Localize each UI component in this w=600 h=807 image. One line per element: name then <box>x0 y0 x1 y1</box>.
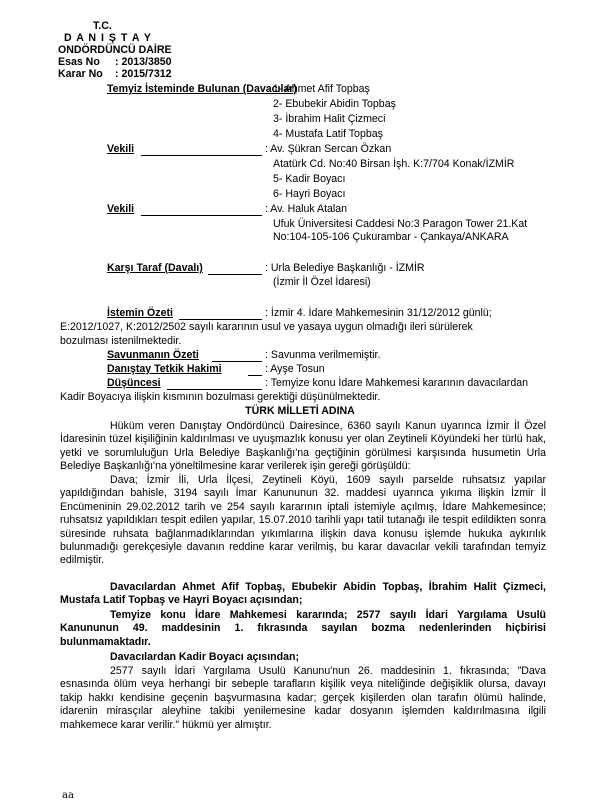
appellant-label: Temyiz İsteminde Bulunan (Davacılar) <box>107 83 297 95</box>
body-paragraph-1: Hüküm veren Danıştay Ondördüncü Dairesince, 6360 sayılı Kanun uyarınca İzmir İl Özel İdaresinin tüzel kişiliğinin kaldırılması ve uyuşmazlık konusu yer olan Zeytineli Köyündeki her türlü hak, yetki ve sorumluluğun Urla Belediye Başkanlığı'na geçtiğinin görülmesi karşısında husumetin Urla Belediye Başkanlığı'na yöneltilmesine karar verilerek işin gereği görüşüldü: <box>60 420 546 473</box>
opinion-line-1: : Temyize konu İdare Mahkemesi kararının davacılardan <box>265 377 529 389</box>
decision-title: TÜRK MİLLETİ ADINA <box>245 405 355 417</box>
defense-label: Savunmanın Özeti <box>107 349 199 361</box>
opinion-rule <box>167 389 262 390</box>
summary-line-3: bozulması istenilmektedir. <box>60 335 182 347</box>
appellant-5: 5- Kadir Boyacı <box>273 173 346 185</box>
counsel1-label: Vekili <box>107 143 135 155</box>
opinion-label: Düşüncesi <box>107 377 161 389</box>
appellant-6: 6- Hayri Boyacı <box>273 188 346 200</box>
counsel2-label: Vekili <box>107 203 135 215</box>
counsel1-rule <box>141 155 262 156</box>
summary-line-2: E:2012/1027, K:2012/2502 sayılı kararının usul ve yasaya uygun olmadığı ileri sürülerek <box>60 321 473 333</box>
judge-rule <box>248 375 262 376</box>
summary-label: İstemin Özeti <box>107 307 173 319</box>
karar-value: : 2015/7312 <box>115 68 172 80</box>
karar-label: Karar No <box>58 68 103 80</box>
summary-line-1: : İzmir 4. İdare Mahkemesinin 31/12/2012 günlü; <box>265 307 492 319</box>
body-paragraph-5: Davacılardan Kadir Boyacı açısından; <box>110 651 299 663</box>
appellant-1: : 1- Ahmet Afif Topbaş <box>267 83 370 95</box>
court-name: D A N I Ş T A Y <box>64 32 152 44</box>
body-paragraph-3: Davacılardan Ahmet Afif Topbaş, Ebubekir Abidin Topbaş, İbrahim Halit Çizmeci, Mustafa Latif Topbaş ve Hayri Boyacı açısından; <box>60 581 546 607</box>
respondent-label: Karşı Taraf (Davalı) <box>107 262 203 274</box>
footer-initials: aa <box>62 790 74 801</box>
judge-label: Danıştay Tetkik Hakimi <box>107 363 222 375</box>
body-paragraph-6: 2577 sayılı İdari Yargılama Usulü Kanunu'nun 26. maddesinin 1. fıkrasında; "Dava esnasında ölüm veya herhangi bir sebeple tarafların kişilik veya niteliğinde değişiklik olursa, davayı takip hakkı kendisine geçenin başvurmasına kadar; gerçek kişilerden olan tarafın ölümü halinde, idarenin mirasçılar aleyhine takibi yenilemesine kadar dosyanın işlemden kaldırılmasına ilgili mahkemece karar verilir." hükmü yer almıştır. <box>60 665 546 731</box>
respondent-rule <box>208 274 262 275</box>
respondent-name: : Urla Belediye Başkanlığı - İZMİR <box>265 262 425 274</box>
chamber-name: ONDÖRDÜNCÜ DAİRE <box>58 44 172 56</box>
body-paragraph-4: Temyize konu İdare Mahkemesi kararında; 2577 sayılı İdari Yargılama Usulü Kanununun 49. maddesinin 1. fıkrasında sayılan bozma nedenlerinden hiçbirisi bulunmamaktadır. <box>60 609 546 648</box>
defense-text: : Savunma verilmemiştir. <box>265 349 381 361</box>
appellant-4: 4- Mustafa Latif Topbaş <box>273 128 383 140</box>
tc-heading: T.C. <box>93 20 112 32</box>
counsel1-name: : Av. Şükran Sercan Özkan <box>265 143 392 155</box>
appellant-2: 2- Ebubekir Abidin Topbaş <box>273 98 396 110</box>
defense-rule <box>212 361 262 362</box>
esas-value: : 2013/3850 <box>115 56 172 68</box>
body-paragraph-2: Dava; İzmir İli, Urla İlçesi, Zeytineli Köyü, 1609 sayılı parselde ruhsatsız yapılar yapıldığından bahisle, 3194 sayılı İmar Kanununun 32. maddesi uyarınca yıkıma ilişkin İzmir İl Encümeninin 29.02.2012 tarih ve 254 sayılı kararının iptali istemiyle açılmış, İdare Mahkemesince; ruhsatsız yapıldıkları tespit edilen yapılar, 15.07.2010 tarihli yapı tatil tutanağı ile tespit edildikten sonra süresinde ruhsata bağlanmadıklarından yıkımlarına ilişkin dava konusu işlemde hukuka aykırılık bulunmadığı gerekçesiyle davanın reddine karar verilmiş, bu karar davacılar vekili tarafından temyiz edilmiştir. <box>60 474 546 567</box>
counsel1-address: Atatürk Cd. No:40 Birsan İşh. K:7/704 Konak/İZMİR <box>273 158 515 170</box>
counsel2-address-2: No:104-105-106 Çukurambar - Çankaya/ANKARA <box>273 231 509 243</box>
judge-text: : Ayşe Tosun <box>265 363 325 375</box>
counsel2-address-1: Ufuk Üniversitesi Caddesi No:3 Paragon Tower 21.Kat <box>273 218 528 230</box>
summary-rule <box>179 319 262 320</box>
counsel2-name: : Av. Haluk Atalan <box>265 203 348 215</box>
appellant-3: 3- İbrahim Halit Çizmeci <box>273 113 386 125</box>
esas-label: Esas No <box>58 56 100 68</box>
opinion-line-2: Kadir Boyacıya ilişkin kısmının bozulması gerektiği düşünülmektedir. <box>60 391 381 403</box>
respondent-note: (İzmir İl Özel İdaresi) <box>273 276 371 288</box>
counsel2-rule <box>141 215 262 216</box>
